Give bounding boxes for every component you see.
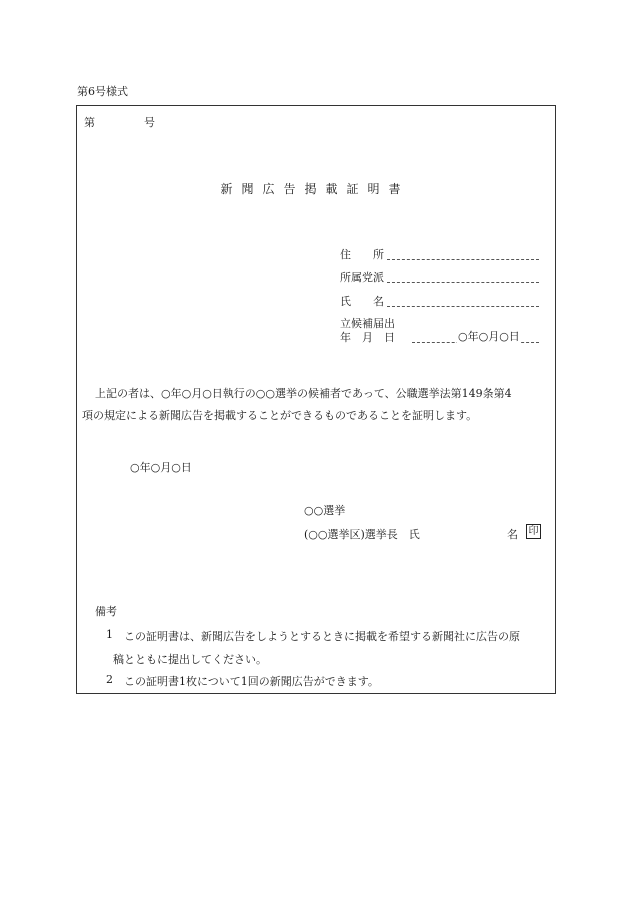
serial-suffix: 号 [144,116,155,129]
issue-date: ○年○月○日 [130,461,192,474]
official-seal [526,524,541,539]
issuer-name-char: 名 [507,528,518,541]
address-label: 住 所 [340,248,384,261]
name-field [387,295,539,307]
name-label: 氏 名 [340,295,384,308]
issuer-title: (○○選挙区)選挙長 氏 [304,528,420,541]
notes-heading: 備考 [95,605,117,618]
seal-mark: 印 [526,524,541,539]
note-text-line1: この証明書は、新聞広告をしようとするときに掲載を希望する新聞社に広告の原 [124,630,520,643]
party-label: 所属党派 [340,271,384,284]
certificate-body-line2: 項の規定による新聞広告を掲載することができるものであることを証明します。 [82,409,478,422]
certificate-body-line1: 上記の者は、○年○月○日執行の○○選挙の候補者であって、公職選挙法第149条第4 [95,387,512,400]
address-field [387,248,539,260]
filing-label-line2: 年 月 日 [340,331,395,344]
filing-label-line1: 立候補届出 [340,317,395,330]
serial-prefix: 第 [84,116,95,129]
form-number-label: 第6号様式 [77,85,128,98]
note-text-line2: 稿とともに提出してください。 [113,653,267,666]
issuer-election: ○○選挙 [304,504,346,517]
filing-date: ○年○月○日 [458,330,520,343]
certificate-title: 新聞広告掲載証明書 [220,182,410,196]
note-number: 1 [106,628,113,641]
note-number: 2 [106,673,113,686]
note-text-line1: この証明書1枚について1回の新聞広告ができます。 [124,675,379,688]
party-field [387,271,539,283]
